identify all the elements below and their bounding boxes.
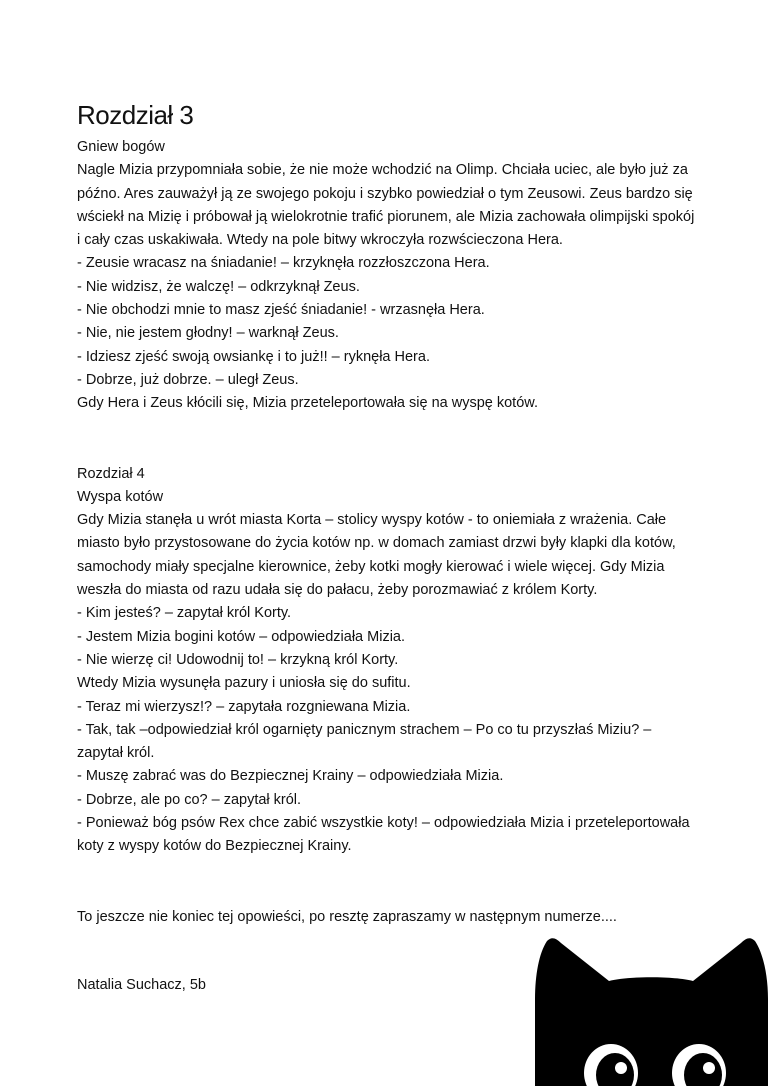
paragraph-line: i cały czas uskakiwała. Wtedy na pole bitwy wkroczyła rozwścieczona Hera. [77,232,563,249]
peeking-cat-icon [535,935,768,1086]
dialogue-line: - Muszę zabrać was do Bezpiecznej Krainy – odpowiedziała Mizia. [77,768,504,785]
dialogue-line: - Nie obchodzi mnie to masz zjeść śniadanie! - wrzasnęła Hera. [77,302,485,319]
paragraph-line: Nagle Mizia przypomniała sobie, że nie może wchodzić na Olimp. Chciała uciec, ale było już za [77,162,688,179]
paragraph-line: Gdy Hera i Zeus kłócili się, Mizia przeteleportowała się na wyspę kotów. [77,395,538,412]
dialogue-line: - Nie wierzę ci! Udowodnij to! – krzykną król Korty. [77,651,399,668]
chapter-3-title: Rozdział 3 [77,100,194,130]
paragraph-line: samochody miały specjalne kierownice, żeby kotki mogły kierować i wiele więcej. Gdy Mizia [77,558,665,575]
section-spacer [77,416,697,463]
chapter-4-title: Rozdział 4 [77,465,145,482]
paragraph-line: wściekł na Mizię i próbował ją wielokrotnie trafić piorunem, ale Mizia zachowała olimpijski spokój [77,208,695,225]
dialogue-line: - Nie widzisz, że walczę! – odkrzyknął Zeus. [77,278,360,295]
dialogue-line: - Kim jesteś? – zapytał król Korty. [77,605,292,622]
paragraph-line: koty z wyspy kotów do Bezpiecznej Krainy. [77,838,352,855]
dialogue-line: zapytał król. [77,745,155,762]
chapter-4-subtitle: Wyspa kotów [77,488,164,505]
paragraph-line: Wtedy Mizia wysunęła pazury i uniosła się do sufitu. [77,675,411,692]
dialogue-line: - Nie, nie jestem głodny! – warknął Zeus. [77,325,339,342]
chapter-3-body [77,159,697,415]
cat-head-shape [535,938,768,1086]
chapter-4-body [77,509,697,858]
chapter-3-subtitle: Gniew bogów [77,139,165,155]
author-signature: Natalia Suchacz, 5b [77,976,206,993]
paragraph-line: Gdy Mizia stanęła u wrót miasta Korta – stolicy wyspy kotów - to oniemiała z wrażenia. Całe [77,512,667,529]
dialogue-line: - Dobrze, już dobrze. – uległ Zeus. [77,371,299,388]
paragraph-line: miasto było przystosowane do życia kotów np. w domach zamiast drzwi były klapki dla kotów, [77,535,676,552]
dialogue-line: - Dobrze, ale po co? – zapytał król. [77,791,302,808]
dialogue-line: - Idziesz zjeść swoją owsiankę i to już!! – ryknęła Hera. [77,348,430,365]
dialogue-line: - Tak, tak –odpowiedział król ogarnięty panicznym strachem – Po co tu przyszłaś Miziu? – [77,721,652,738]
dialogue-line: - Teraz mi wierzysz!? – zapytała rozgniewana Mizia. [77,698,411,715]
closing-spacer [77,859,697,906]
paragraph-line: weszła do miasta od razu udała się do pałacu, żeby porozmawiać z królem Korty. [77,582,598,599]
closing-note: To jeszcze nie koniec tej opowieści, po resztę zapraszamy w następnym numerze.... [77,908,617,925]
paragraph-line: późno. Ares zauważył ją ze swojego pokoju i szybko powiedział o tym Zeusowi. Zeus bardzo się [77,185,693,202]
dialogue-line: - Zeusie wracasz na śniadanie! – krzyknęła rozzłoszczona Hera. [77,255,490,272]
dialogue-line: - Jestem Mizia bogini kotów – odpowiedziała Mizia. [77,628,406,645]
story-page [77,98,697,997]
dialogue-line: - Ponieważ bóg psów Rex chce zabić wszystkie koty! – odpowiedziała Mizia i przeteleportowała [77,815,690,832]
